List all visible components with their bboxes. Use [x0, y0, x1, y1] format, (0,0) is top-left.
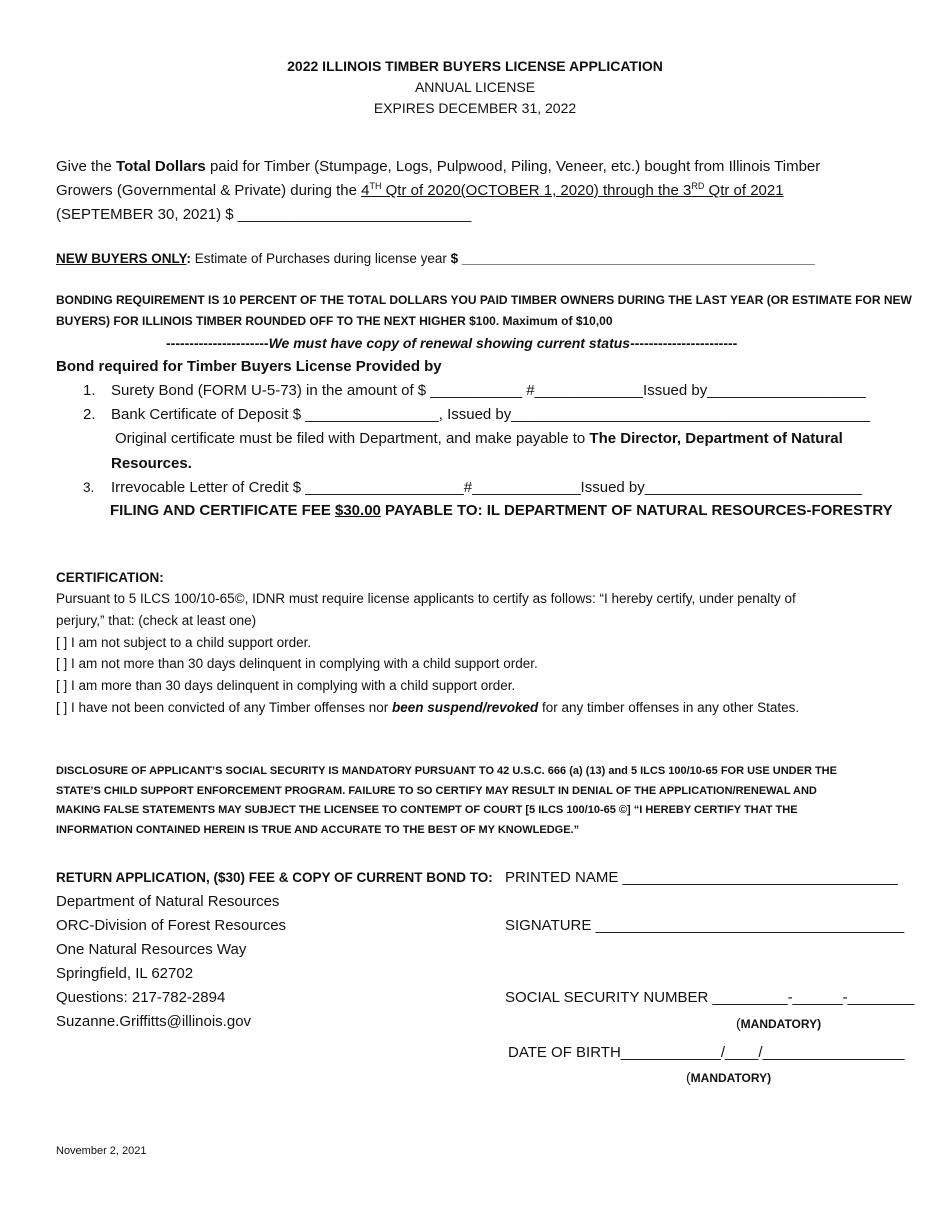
disclosure-line4: INFORMATION CONTAINED HEREIN IS TRUE AND ACCURATE TO THE BEST OF MY KNOWLEDGE.” [56, 824, 580, 836]
bank-cd-fields[interactable]: Bank Certificate of Deposit $ ________________, Issued by___________________________________________ [111, 406, 870, 423]
certification-checkbox-delinquent[interactable]: [ ] I am more than 30 days delinquent in complying with a child support order. [56, 678, 516, 693]
certification-checkbox-not-delinquent[interactable]: [ ] I am not more than 30 days delinquent in complying with a child support order. [56, 656, 538, 671]
bond-item-number: 2. [83, 406, 96, 423]
no-offenses-text-post: for any timber offenses in any other States. [538, 700, 800, 715]
disclosure-line1: DISCLOSURE OF APPLICANT’S SOCIAL SECURITY IS MANDATORY PURSUANT TO 42 U.S.C. 666 (a) (13) and 5 ILCS 100/10-65 FOR USE UNDER THE [56, 765, 837, 777]
total-dollars-line1 [56, 158, 820, 175]
form-title: 2022 ILLINOIS TIMBER BUYERS LICENSE APPLICATION [287, 58, 663, 74]
return-address-line: Department of Natural Resources [56, 893, 280, 910]
renewal-dashes-right: ----------------------- [630, 335, 738, 351]
certification-heading: CERTIFICATION: [56, 570, 164, 585]
form-expiry: EXPIRES DECEMBER 31, 2022 [373, 100, 577, 116]
form-subtitle: ANNUAL LICENSE [414, 79, 536, 95]
new-buyers-estimate-field[interactable]: $ _______________________________________________ [450, 251, 815, 266]
ssn-field[interactable]: SOCIAL SECURITY NUMBER _________-______-________ [505, 989, 915, 1006]
renewal-dashes-left: ---------------------- [166, 335, 269, 351]
certification-checkbox-no-order[interactable]: [ ] I am not subject to a child support order. [56, 635, 312, 650]
date-of-birth-field[interactable]: DATE OF BIRTH____________/____/_________________ [508, 1044, 905, 1061]
return-heading: RETURN APPLICATION, ($30) FEE & COPY OF CURRENT BOND TO: [56, 870, 493, 885]
signature-field[interactable]: SIGNATURE _____________________________________ [505, 917, 905, 934]
return-address-line: One Natural Resources Way [56, 941, 247, 958]
printed-name-field[interactable]: PRINTED NAME _________________________________ [505, 869, 898, 886]
mandatory-text: MANDATORY) [740, 1017, 822, 1031]
filing-fee-payee: PAYABLE TO: IL DEPARTMENT OF NATURAL RESOURCES-FORESTRY [380, 502, 893, 519]
renewal-text: We must have copy of renewal showing current status [268, 335, 631, 351]
filing-fee-line [110, 502, 893, 519]
ssn-mandatory-label [736, 1015, 821, 1031]
total-dollars-text: Give the [56, 158, 117, 175]
paren: ( [736, 1015, 741, 1031]
disclosure-line2: STATE’S CHILD SUPPORT ENFORCEMENT PROGRAM. FAILURE TO SO CERTIFY MAY RESULT IN DENIAL OF THE APPLICATION/RENEWAL AND [56, 785, 817, 797]
mandatory-text: MANDATORY) [690, 1071, 772, 1085]
bond-item-bank-cd[interactable] [83, 406, 870, 423]
dob-mandatory-label [686, 1069, 771, 1085]
payee-name-cont: Resources. [111, 455, 192, 472]
period-sup-rd: RD [691, 181, 705, 191]
bond-item-number: 3. [83, 480, 95, 495]
total-dollars-amount-field[interactable]: (SEPTEMBER 30, 2021) $ ____________________________ [56, 206, 472, 223]
no-offenses-bold: been suspend/revoked [391, 700, 539, 715]
letter-of-credit-fields[interactable]: Irrevocable Letter of Credit $ ___________________#_____________Issued by__________________________ [111, 479, 862, 496]
return-address-line: ORC-Division of Forest Resources [56, 917, 287, 934]
bond-item-number: 1. [83, 382, 96, 399]
certification-text-line1: Pursuant to 5 ILCS 100/10-65©, IDNR must require license applicants to certify as follows: “I hereby certify, under penalty of [56, 591, 796, 606]
new-buyers-colon: : [186, 251, 192, 266]
period-range [361, 182, 783, 199]
bonding-requirement-line1: BONDING REQUIREMENT IS 10 PERCENT OF THE TOTAL DOLLARS YOU PAID TIMBER OWNERS DURING THE LAST YEAR (OR ESTIMATE FOR NEW [56, 293, 912, 307]
bank-cd-note-text: Original certificate must be filed with Department, and make payable to [115, 430, 590, 447]
certification-checkbox-no-offenses[interactable] [56, 700, 799, 715]
new-buyers-text: Estimate of Purchases during license year [191, 251, 451, 266]
revision-date: November 2, 2021 [56, 1145, 147, 1157]
payee-name: The Director, Department of Natural [589, 430, 843, 447]
bond-item-surety[interactable] [83, 382, 866, 399]
new-buyers-line [56, 251, 815, 266]
renewal-note [166, 335, 737, 351]
total-dollars-text-post: paid for Timber (Stumpage, Logs, Pulpwood, Piling, Veneer, etc.) bought from Illinois Timber [205, 158, 821, 175]
period-middle: Qtr of 2020(OCTOBER 1, 2020) through the 3 [381, 182, 692, 199]
filing-fee-amount: $30.00 [335, 502, 381, 519]
total-dollars-line2 [56, 182, 784, 199]
return-email[interactable]: Suzanne.Griffitts@illinois.gov [56, 1013, 252, 1030]
bond-item-letter-of-credit[interactable] [83, 479, 862, 496]
certification-text-line2: perjury,” that: (check at least one) [56, 613, 257, 628]
period-end: Qtr of 2021 [704, 182, 784, 199]
return-address-line: Springfield, IL 62702 [56, 965, 194, 982]
total-dollars-bold: Total Dollars [116, 158, 206, 175]
paren: ( [686, 1069, 691, 1085]
bonding-requirement-line2: BUYERS) FOR ILLINOIS TIMBER ROUNDED OFF TO THE NEXT HIGHER $100. Maximum of $10,00 [56, 314, 613, 328]
return-phone: Questions: 217-782-2894 [56, 989, 226, 1006]
filing-fee-label: FILING AND CERTIFICATE FEE [110, 502, 335, 519]
period-quarter-start: 4 [361, 182, 370, 199]
disclosure-line3: MAKING FALSE STATEMENTS MAY SUBJECT THE LICENSEE TO CONTEMPT OF COURT [5 ILCS 100/10-65 ©] “I HEREBY CERTIFY THAT THE [56, 804, 798, 816]
period-intro: Growers (Governmental & Private) during the [56, 182, 362, 199]
new-buyers-label: NEW BUYERS ONLY [56, 251, 187, 266]
bond-heading: Bond required for Timber Buyers License Provided by [56, 358, 442, 375]
period-sup-th: TH [369, 181, 382, 191]
bank-cd-note [115, 430, 843, 447]
surety-bond-fields[interactable]: Surety Bond (FORM U-5-73) in the amount of $ ___________ #_____________Issued by___________________ [111, 382, 866, 399]
no-offenses-text: [ ] I have not been convicted of any Timber offenses nor [56, 700, 392, 715]
